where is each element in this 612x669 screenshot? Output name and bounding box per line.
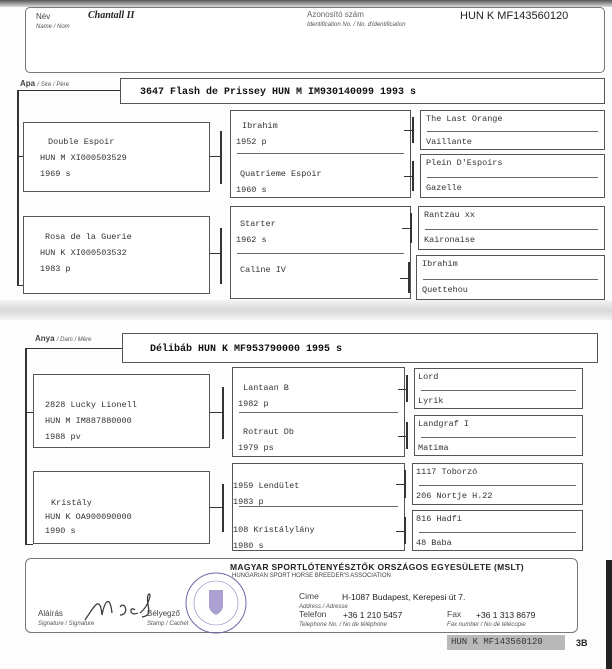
horse-year-text: 1982 p [238,399,269,409]
horse-year-text: 1983 p [40,264,71,274]
bracket-line [400,278,408,279]
horse-name-text: Matima [418,442,449,453]
horse-name-text: 816 Hadfi [416,514,462,524]
sire-sire-info [40,134,127,182]
gen3-text [238,380,289,412]
horse-name-text: Kristály [51,498,92,508]
horse-name-text: Rantzau xx [424,210,476,220]
phone-label-text: Telefon [299,609,327,619]
id-label [307,10,406,30]
bracket-line [404,517,406,544]
stamp-label-sub: Stamp / Cachet [147,621,189,627]
gen3-text [236,118,278,150]
id-label-sub: Identification No. / No. d'identification [307,22,406,28]
bottom-id: HUN K MF143560120 [447,635,565,650]
bracket-line [398,436,406,437]
dam-label-sub: / Dam / Mère [56,337,92,343]
horse-name-text: Lyrik [418,395,444,406]
bracket-line [26,348,122,349]
horse-year-text: 1952 p [236,137,267,147]
bracket-line [404,130,412,131]
bracket-line [408,262,410,293]
horse-year-text: 1979 ps [238,443,274,453]
horse-year-text: 1960 s [236,185,267,195]
dam-sire-info [45,397,137,445]
horse-name-text: Plein D'Espoirs [426,158,503,168]
bracket-line [402,228,410,229]
bracket-line [25,544,33,545]
bracket-line [25,412,33,413]
bracket-line [210,412,222,413]
dam-dam-info [45,496,132,538]
bracket-line [222,387,224,439]
horse-name-text: 1117 Toborzó [416,467,478,477]
bracket-line [210,156,220,157]
bracket-line [25,348,27,545]
stamp-label-text: Bélyegző [147,609,180,618]
page-break [0,300,612,320]
horse-id-text: HUN K XI000503532 [40,248,127,258]
stamp-label [147,609,188,629]
horse-name-text: 206 Nortje H.22 [416,491,493,501]
horse-id-text: HUN K OA900090000 [45,512,132,522]
horse-name-text: Quatrieme Espoir [240,169,322,179]
gen3-text [233,478,299,510]
org-name-en: HUNGARIAN SPORT HORSE BREEDER'S ASSOCIATION [232,573,391,579]
address-label-text: Cime [299,591,319,601]
signature-label-sub: Signature / Signature [38,621,95,627]
horse-year-text: 1980 s [233,541,264,551]
address-value: H-1087 Budapest, Kerepesi út 7. [342,592,466,602]
gen3-text [238,424,294,456]
gen3-text [233,522,315,554]
id-label-text: Azonosító szám [307,10,364,19]
bracket-line [404,470,406,498]
scan-shadow [0,0,612,7]
sire-label [20,79,69,88]
horse-name-text: 2828 Lucky Lionell [45,400,137,410]
horse-name-text: Starter [240,219,276,229]
horse-name-text: Kaironaise [424,235,476,245]
fax-value: +36 1 313 8679 [476,610,536,620]
horse-name-text: Caline IV [240,265,286,275]
bracket-line [220,131,222,184]
horse-name: Chantall II [88,10,135,21]
horse-name-text: Vaillante [426,137,472,147]
horse-name-text: Rosa de la Guerie [45,232,132,242]
horse-name-text: 1959 Lendület [233,481,300,491]
sire-dam-info [40,229,132,277]
gen3-text [236,216,276,248]
horse-id-text: HUN M IM887880000 [45,416,132,426]
horse-name-text: Lord [418,372,439,382]
horse-name-text: The Last Orange [426,114,503,124]
signature-label [38,609,94,629]
name-label-sub: Name / Nom [36,24,70,30]
horse-name-text: Double Espoir [48,137,115,147]
horse-id-text: HUN M XI000503529 [40,153,127,163]
sire-label-sub: / Sire / Père [37,82,70,88]
gen3-text [240,262,286,278]
horse-year-text: 1990 s [45,526,76,536]
dam-label [35,334,91,343]
bracket-line [396,484,404,485]
horse-name-text: Ibrahim [242,121,278,131]
org-name: MAGYAR SPORTLÓTENYÉSZTŐK ORSZÁGOS EGYESÜLETE (MSLT) [230,562,524,572]
horse-name-text: Ibrahim [422,259,458,269]
scan-edge [606,560,612,669]
fax-label-sub: Fax number / No de télécopie [447,622,526,628]
horse-year-text: 1962 s [236,235,267,245]
horse-name-text: Gazelle [426,183,462,193]
bracket-line [210,253,220,254]
bracket-line [220,228,222,284]
name-label [36,12,70,32]
bracket-line [406,422,408,449]
signature-label-text: Aláírás [38,609,63,618]
bracket-line [222,484,224,532]
phone-label-sub: Telephone No. / No de téléphone [299,622,387,628]
bracket-line [412,117,414,143]
bracket-line [396,531,404,532]
address-label-sub: Address / Adresse [299,604,348,610]
page-number: 3B [576,638,588,648]
bracket-line [412,161,414,191]
horse-year-text: 1988 pv [45,432,81,442]
phone-value: +36 1 210 5457 [343,610,403,620]
bracket-line [18,90,120,91]
bracket-line [404,176,412,177]
id-value: HUN K MF143560120 [460,10,569,22]
gen3-text [236,166,322,198]
bracket-line [398,389,406,390]
dam-text: Délibáb HUN K MF953790000 1995 s [150,344,343,355]
horse-year-text: 1969 s [40,169,71,179]
horse-name-text: 48 Baba [416,537,452,548]
horse-year-text: 1983 p [233,497,264,507]
horse-name-text: Quettehou [422,284,468,295]
bracket-line [210,507,222,508]
horse-name-text: Rotraut Db [243,427,295,437]
bracket-line [17,90,19,286]
stamp-seal [180,570,252,636]
fax-label-text: Fax [447,609,462,619]
bracket-line [410,213,412,243]
horse-name-text: Lantaan B [243,383,289,393]
horse-name-text: Landgraf I [418,419,470,429]
name-label-text: Név [36,12,51,21]
bracket-line [406,375,408,402]
horse-name-text: 108 Kristálylány [233,525,315,535]
sire-label-text: Apa [20,79,36,88]
dam-label-text: Anya [35,334,55,343]
sire-text: 3647 Flash de Prissey HUN M IM930140099 1993 s [140,87,417,98]
